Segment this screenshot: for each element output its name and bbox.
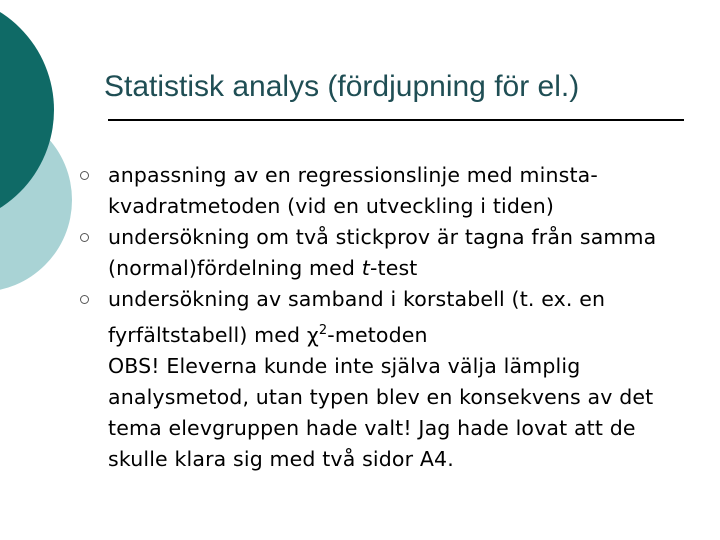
hollow-bullet-icon	[80, 233, 89, 242]
list-item	[80, 284, 690, 351]
hollow-bullet-icon	[80, 171, 89, 180]
superscript-two: 2	[318, 323, 328, 338]
list-item	[80, 160, 690, 222]
hollow-bullet-icon	[80, 295, 89, 304]
list-item	[80, 222, 690, 284]
note-text: OBS! Eleverna kunde inte själva välja lämplig analysmetod, utan typen blev en konsekvens av det tema elevgruppen hade valt! Jag hade lovat att de skulle klara sig med två sidor A4.	[108, 354, 654, 471]
title-divider	[108, 119, 684, 121]
bullet-list	[80, 160, 690, 475]
bullet-text: undersökning om två stickprov är tagna från samma (normal)fördelning med t-test	[108, 225, 657, 280]
chi-symbol: χ	[306, 323, 319, 347]
bullet-text: undersökning av samband i korstabell (t. ex. en fyrfältstabell) med $\chi^2$-metoden	[108, 287, 606, 347]
note-paragraph	[80, 351, 690, 475]
slide-title: Statistisk analys (fördjupning för el.)	[104, 70, 580, 103]
bullet-text: anpassning av en regressionslinje med minsta-kvadratmetoden (vid en utveckling i tiden)	[108, 163, 598, 218]
t-symbol: t	[361, 256, 370, 280]
